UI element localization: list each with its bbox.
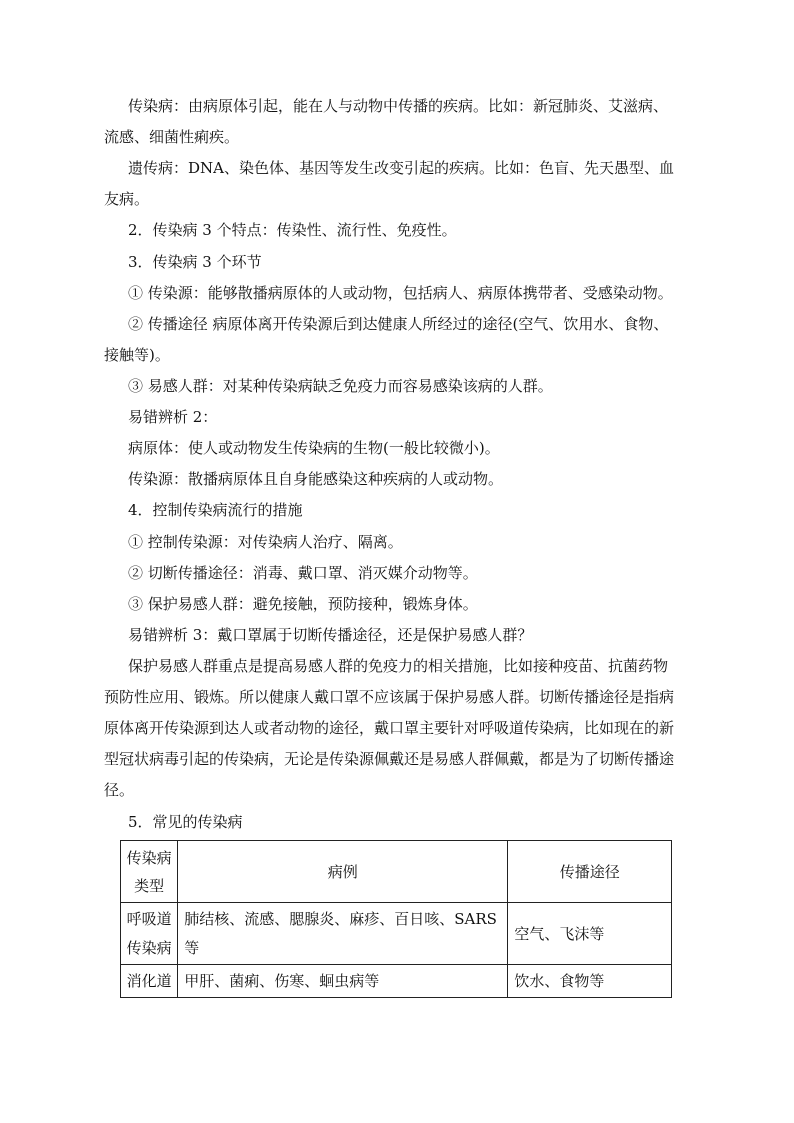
list-item: ① 传染源：能够散播病原体的人或动物，包括病人、病原体携带者、受感染动物。 [128,284,673,302]
list-item: 接触等)。 [104,346,170,364]
table-header-cell: 病例 [178,841,508,903]
note-heading: 易错辨析 2： [128,408,218,426]
table-cell: 呼吸道 传染病 [121,903,178,965]
section-heading: 5．常见的传染病 [128,813,243,831]
section-heading: 4．控制传染病流行的措施 [128,501,303,519]
paragraph-line: 原体离开传染源到达人或者动物的途径，戴口罩主要针对呼吸道传染病，比如现在的新 [104,719,675,737]
list-item: ① 控制传染源：对传染病人治疗、隔离。 [128,533,403,551]
list-item: ③ 易感人群：对某种传染病缺乏免疫力而容易感染该病的人群。 [128,377,553,395]
list-item: ③ 保护易感人群：避免接触，预防接种，锻炼身体。 [128,595,478,613]
paragraph-line: 预防性应用、锻炼。所以健康人戴口罩不应该属于保护易感人群。切断传播途径是指病 [104,688,675,706]
paragraph-line: 传染病：由病原体引起，能在人与动物中传播的疾病。比如：新冠肺炎、艾滋病、 [128,97,669,115]
table-cell: 空气、飞沫等 [508,903,672,965]
table-row [121,903,672,965]
list-item: ② 切断传播途径：消毒、戴口罩、消灭媒介动物等。 [128,564,478,582]
table-row [121,965,672,998]
table-header-row [121,841,672,903]
paragraph-line: 传染源：散播病原体且自身能感染这种疾病的人或动物。 [128,470,504,488]
table-cell: 饮水、食物等 [508,965,672,998]
paragraph-line: 型冠状病毒引起的传染病，无论是传染源佩戴还是易感人群佩戴，都是为了切断传播途 [104,750,675,768]
paragraph-line: 径。 [104,781,135,799]
paragraph-line: 保护易感人群重点是提高易感人群的免疫力的相关措施，比如接种疫苗、抗菌药物 [128,657,669,675]
paragraph-line: 遗传病：DNA、染色体、基因等发生改变引起的疾病。比如：色盲、先天愚型、血 [128,159,674,177]
paragraph-line: 友病。 [104,190,150,208]
note-heading: 易错辨析 3：戴口罩属于切断传播途径，还是保护易感人群？ [128,626,533,644]
table-cell: 甲肝、菌痢、伤寒、蛔虫病等 [178,965,508,998]
section-heading: 3．传染病 3 个环节 [128,253,262,271]
disease-table [120,840,672,998]
table-header-cell: 传播途径 [508,841,672,903]
table-cell: 肺结核、流感、腮腺炎、麻疹、百日咳、SARS 等 [178,903,508,965]
paragraph-line: 流感、细菌性痢疾。 [104,128,240,146]
table-header-cell: 传染病 类型 [121,841,178,903]
table-cell: 消化道 [121,965,178,998]
paragraph-line: 病原体：使人或动物发生传染病的生物(一般比较微小)。 [128,439,500,457]
section-heading: 2．传染病 3 个特点：传染性、流行性、免疫性。 [128,221,457,239]
list-item: ② 传播途径 病原体离开传染源后到达健康人所经过的途径(空气、饮用水、食物、 [128,315,669,333]
